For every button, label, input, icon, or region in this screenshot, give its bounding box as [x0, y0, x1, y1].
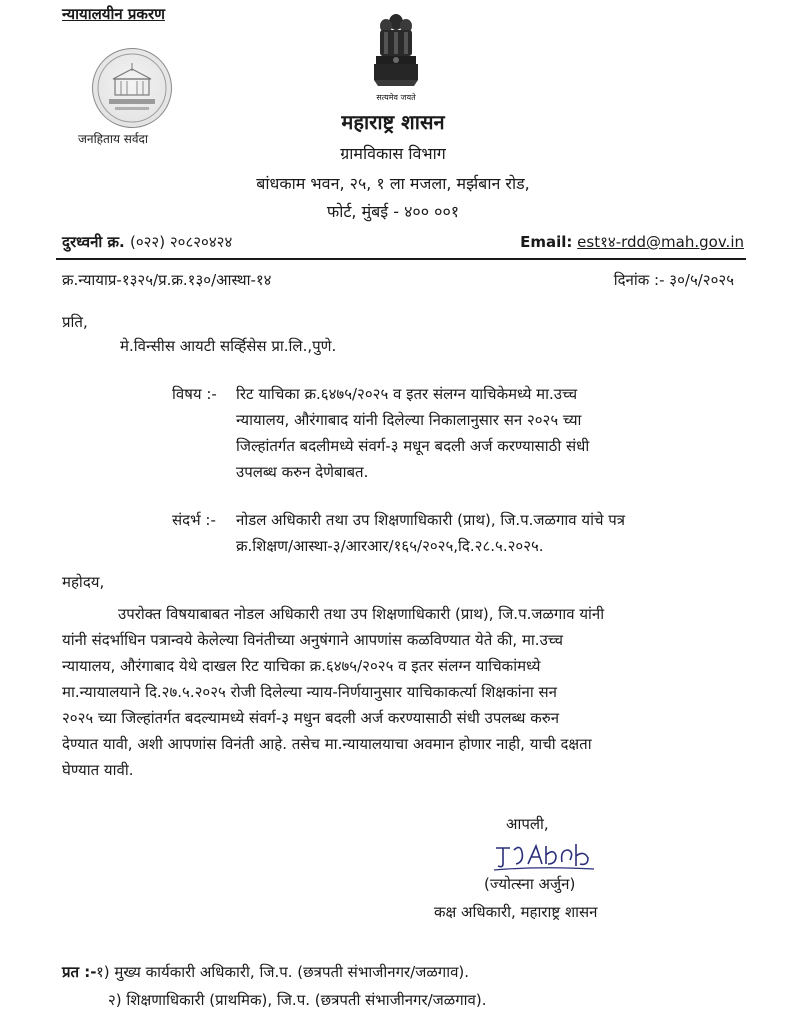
body-line: घेण्यात यावी.: [62, 761, 134, 779]
subject-line: रिट याचिका क्र.६४७५/२०२५ व इतर संलग्न याचिकेमध्ये मा.उच्च: [236, 385, 578, 403]
body-line: यांनी संदर्भाधिन पत्रान्वये केलेल्या विनंतीच्या अनुषंगाने आपणांस कळविण्यात येते की, मा.उच्च: [62, 631, 563, 649]
copy-to-item: २) शिक्षणाधिकारी (प्राथमिक), जि.प. (छत्रपती संभाजीनगर/जळगाव).: [108, 991, 487, 1009]
seal-motto: जनहिताय सर्वदा: [78, 132, 149, 146]
copy-to-label: प्रत :-: [62, 963, 97, 981]
reference-label: संदर्भ :-: [172, 511, 216, 529]
email-link[interactable]: est१४-rdd@mah.gov.in: [577, 233, 744, 251]
salutation: महोदय,: [62, 573, 105, 591]
copy-to-item: १) मुख्य कार्यकारी अधिकारी, जि.प. (छत्रपती संभाजीनगर/जळगाव).: [96, 963, 470, 981]
phone-info: [62, 232, 232, 252]
body-line: उपरोक्त विषयाबाबत नोडल अधिकारी तथा उप शिक्षणाधिकारी (प्राथ), जि.प.जळगाव यांनी: [118, 605, 605, 623]
case-type-tag: न्यायालयीन प्रकरण: [62, 5, 165, 23]
email-info: [520, 232, 744, 252]
subject-line: जिल्हांतर्गत बदलीमध्ये संवर्ग-३ मधून बदली अर्ज करण्यासाठी संधी: [236, 437, 590, 455]
address-line-1: बांधकाम भवन, २५, १ ला मजला, मर्झबान रोड,: [256, 174, 530, 193]
header-divider: [56, 258, 746, 260]
handwritten-signature-icon: [490, 836, 600, 874]
subject-line: उपलब्ध करुन देणेबाबत.: [236, 463, 369, 481]
emblem-motto: सत्यमेव जयते: [376, 93, 416, 102]
reference-line: नोडल अधिकारी तथा उप शिक्षणाधिकारी (प्राथ), जि.प.जळगाव यांचे पत्र: [236, 511, 626, 529]
body-line: मा.न्यायालयाने दि.२७.५.२०२५ रोजी दिलेल्या न्याय-निर्णयानुसार याचिकाकर्त्या शिक्षकांना सन: [62, 683, 557, 701]
signer-title: कक्ष अधिकारी, महाराष्ट्र शासन: [434, 903, 598, 921]
body-line: २०२५ च्या जिल्हांतर्गत बदल्यामध्ये संवर्ग-३ मधुन बदली अर्ज करण्यासाठी संधी उपलब्ध करुन: [62, 709, 560, 727]
signer-name: (ज्योत्स्ना अर्जुन): [484, 875, 576, 893]
email-label: Email:: [520, 233, 573, 251]
phone-number: (०२२) २०८२०४२४: [129, 233, 233, 251]
government-name: महाराष्ट्र शासन: [341, 110, 445, 134]
subject-label: विषय :-: [172, 385, 217, 403]
addressee: मे.विन्सीस आयटी सर्व्हिसेस प्रा.लि.,पुणे.: [120, 337, 337, 355]
closing: आपली,: [506, 815, 549, 833]
reference-number: क्र.न्यायाप्र-१३२५/प्र.क्र.१३०/आस्था-१४: [62, 271, 272, 289]
to-label: प्रति,: [62, 313, 88, 331]
address-line-2: फोर्ट, मुंबई - ४०० ००१: [326, 202, 460, 221]
phone-label: दुरध्वनी क्र.: [62, 233, 125, 251]
body-line: देण्यात यावी, अशी आपणांस विनंती आहे. तसेच मा.न्यायालयाचा अवमान होणार नाही, याची दक्षता: [62, 735, 592, 753]
national-emblem-icon: [368, 8, 424, 92]
department-name: ग्रामविकास विभाग: [340, 144, 446, 163]
subject-line: न्यायालय, औरंगाबाद यांनी दिलेल्या निकालानुसार सन २०२५ च्या: [236, 411, 582, 429]
letter-date: दिनांक :- ३०/५/२०२५: [613, 271, 734, 289]
body-line: न्यायालय, औरंगाबाद येथे दाखल रिट याचिका क्र.६४७५/२०२५ व इतर संलग्न याचिकांमध्ये: [62, 657, 541, 675]
reference-line: क्र.शिक्षण/आस्था-३/आरआर/१६५/२०२५,दि.२८.५.२०२५.: [236, 537, 544, 555]
